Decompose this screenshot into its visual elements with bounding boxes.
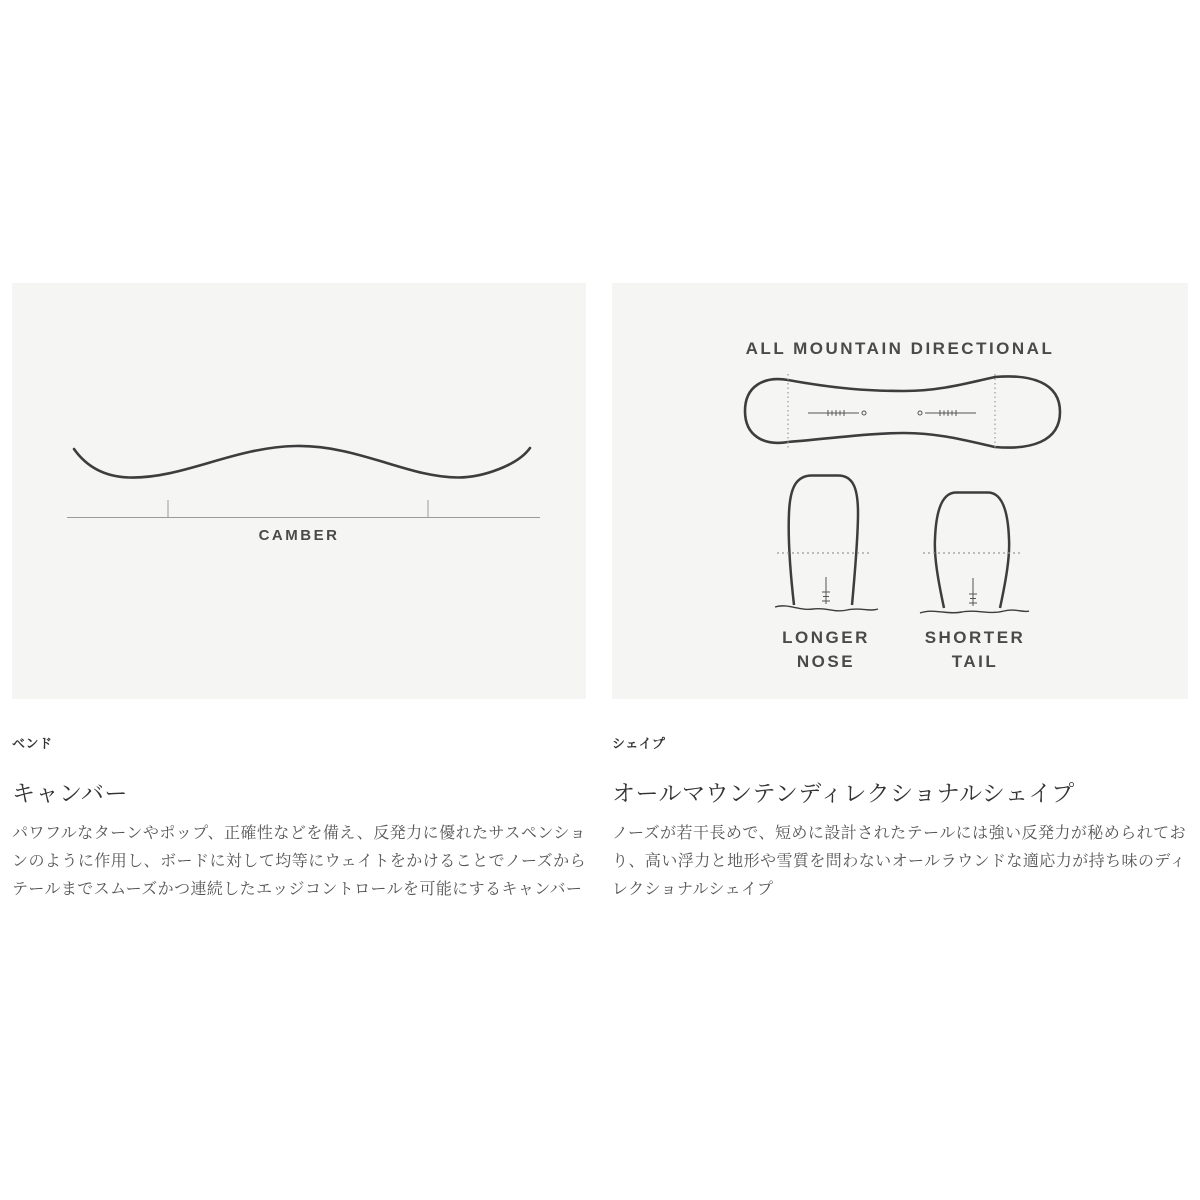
shape-text-section [612,736,1186,904]
camber-curve [74,446,530,478]
shorter-tail-label-line1: SHORTER [924,628,1026,647]
longer-nose-label [746,626,906,674]
shape-diagram-panel [612,283,1188,699]
shape-category-label: シェイプ [612,736,666,751]
nose-depth-marker [822,577,830,604]
longer-nose-label-line2: NOSE [796,652,856,671]
camber-profile-diagram [12,283,586,699]
tail-snow-line [920,610,1029,613]
insert-marker-right [918,410,976,416]
nose-outline [789,476,858,606]
camber-diagram-label: CAMBER [258,527,340,544]
shape-diagram-title: ALL MOUNTAIN DIRECTIONAL [745,339,1055,358]
nose-snow-line [775,606,878,611]
bend-heading: キャンバー [12,780,128,806]
shorter-tail-label [895,626,1055,674]
shape-heading: オールマウンテンディレクショナルシェイプ [612,780,1075,806]
bend-diagram-panel [12,283,586,699]
tail-outline [935,493,1009,609]
longer-nose-label-line1: LONGER [782,628,870,647]
bend-description: パワフルなターンやポップ、正確性などを備え、反発力に優れたサスペンションのように作用し、ボードに対して均等にウェイトをかけることでノーズからテールまでスムーズかつ連続したエッジコントロールを可能にするキャンバー [12,825,586,898]
bend-category-label: ベンド [12,736,53,751]
shape-description: ノーズが若干長めで、短めに設計されたテールには強い反発力が秘められており、高い浮力と地形や雪質を問わないオールラウンドな適応力が持ち味のディレクショナルシェイプ [612,825,1186,898]
tail-depth-marker [969,578,977,606]
bend-text-section [12,736,586,904]
board-outline [745,376,1060,447]
shorter-tail-label-line2: TAIL [951,652,999,671]
insert-marker-left [808,410,866,416]
